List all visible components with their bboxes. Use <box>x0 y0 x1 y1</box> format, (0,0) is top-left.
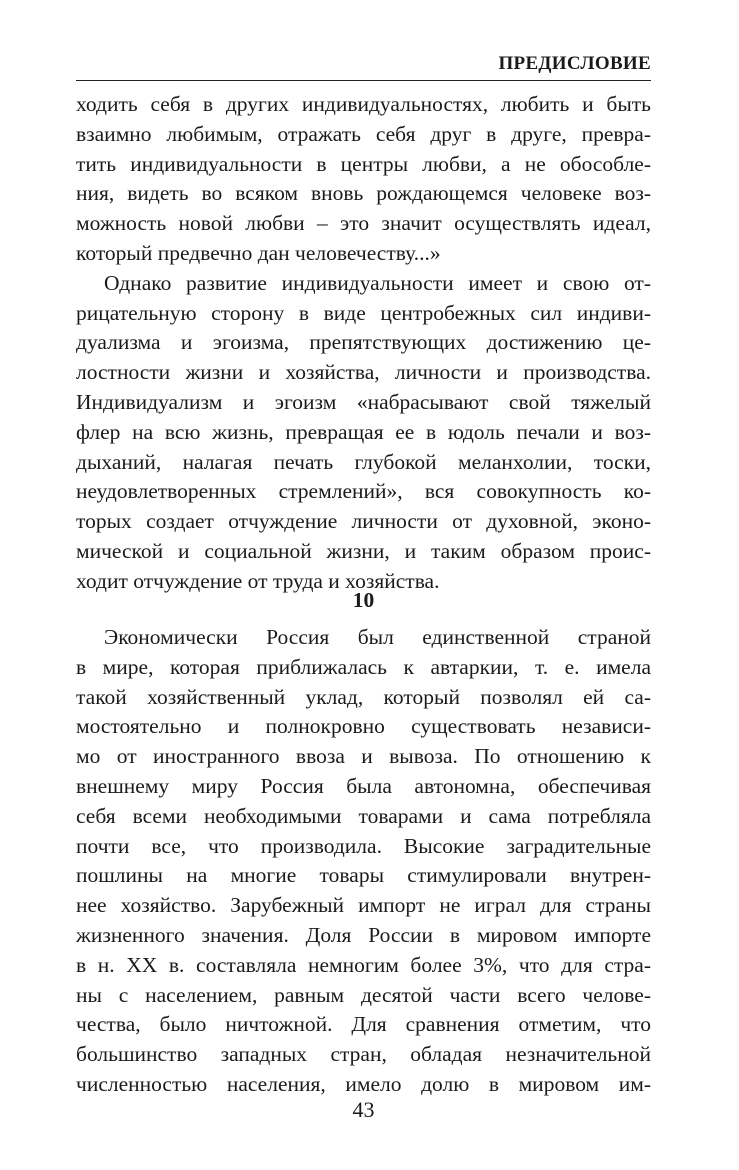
header-rule <box>76 80 651 81</box>
text-line: неудовлетворенных стремлений», вся совокупность ко- <box>76 479 651 504</box>
text-line: такой хозяйственный уклад, который позволял ей са- <box>76 684 651 709</box>
text-line: ны с населением, равным десятой части всего челове- <box>76 982 651 1007</box>
page-number: 43 <box>352 1097 375 1122</box>
paragraph-continuation <box>76 90 651 269</box>
paragraph-autarky <box>76 623 651 1100</box>
text-line: Индивидуализм и эгоизм «набрасывают свой тяжелый <box>76 389 651 414</box>
text-line: нее хозяйство. Зарубежный импорт не играл для страны <box>76 893 651 918</box>
text-line: лостности жизни и хозяйства, личности и производства. <box>76 360 651 385</box>
text-line: внешнему миру Россия была автономна, обеспечивая <box>76 773 651 798</box>
text-line: пошлины на многие товары стимулировали внутрен- <box>76 863 651 888</box>
text-line: большинство западных стран, обладая незначительной <box>76 1042 651 1067</box>
text-line: мо от иностранного ввоза и вывоза. По отношению к <box>76 744 651 769</box>
text-line: почти все, что производила. Высокие заградительные <box>76 833 651 858</box>
text-line: взаимно любимым, отражать себя друг в друге, превра- <box>76 121 651 146</box>
text-line: рицательную сторону в виде центробежных сил индиви- <box>76 300 651 325</box>
text-line: мостоятельно и полнокровно существовать независи- <box>76 714 651 739</box>
text-line: который предвечно дан человечеству...» <box>76 240 441 265</box>
text-line: можность новой любви – это значит осуществлять идеал, <box>76 211 651 236</box>
text-line: в н. XX в. составляла немногим более 3%, что для стра- <box>76 952 651 977</box>
text-line: ходить себя в других индивидуальностях, любить и быть <box>76 92 651 116</box>
text-line: флер на всю жизнь, превращая ее в юдоль печали и воз- <box>76 419 651 444</box>
paragraph-individualism <box>76 269 651 597</box>
text-line: тить индивидуальности в центры любви, а не обособле- <box>76 151 651 176</box>
text-line: ходит отчуждение от труда и хозяйства. <box>76 568 440 593</box>
text-line: себя всеми необходимыми товарами и сама потребляла <box>76 803 651 828</box>
text-line: жизненного значения. Доля России в мировом импорте <box>76 922 651 947</box>
text-line: дуализма и эгоизма, препятствующих достижению це- <box>76 330 651 355</box>
text-line: дыханий, налагая печать глубокой меланхолии, тоски, <box>76 449 651 474</box>
text-line: мической и социальной жизни, и таким образом проис- <box>76 538 651 563</box>
text-line: Экономически Россия был единственной страной <box>104 625 651 649</box>
text-line: Однако развитие индивидуальности имеет и свою от- <box>104 270 651 295</box>
text-line: торых создает отчуждение личности от духовной, эконо- <box>76 509 651 534</box>
section-number: 10 <box>352 588 375 612</box>
text-line: численностью населения, имело долю в мировом им- <box>76 1071 651 1096</box>
text-line: ния, видеть во всяком вновь рождающемся человеке воз- <box>76 181 651 206</box>
text-line: чества, было ничтожной. Для сравнения отметим, что <box>76 1012 651 1037</box>
running-head: ПРЕДИСЛОВИЕ <box>498 53 651 74</box>
text-line: в мире, которая приближалась к автаркии, т. е. имела <box>76 654 651 679</box>
